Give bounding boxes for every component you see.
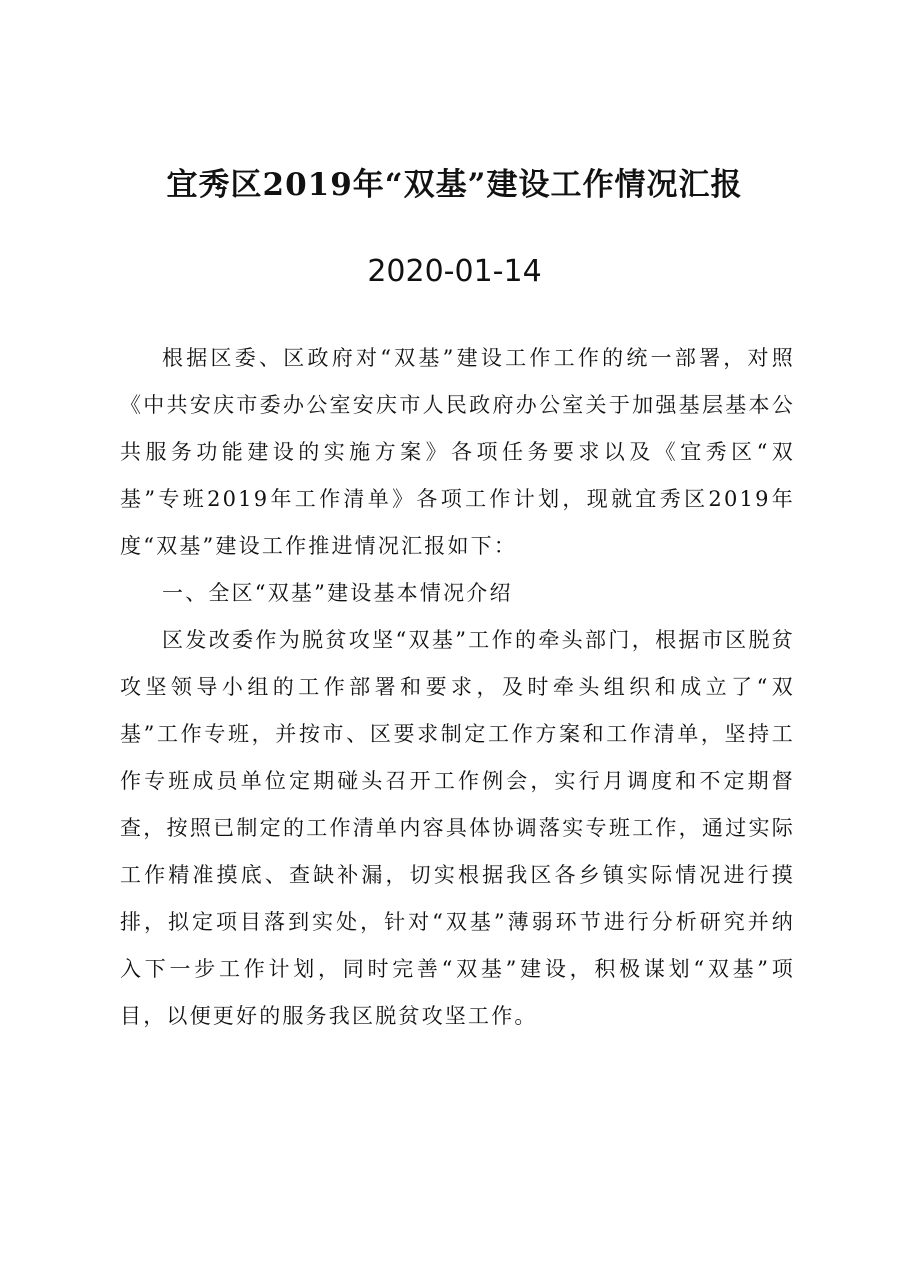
section-paragraph: 区发改委作为脱贫攻坚“双基”工作的牵头部门，根据市区脱贫攻坚领导小组的工作部署和要求，及时牵头组织和成立了“双基”工作专班，并按市、区要求制定工作方案和工作清单，坚持工作专班成员单位定期碰头召开工作例会，实行月调度和不定期督查，按照已制定的工作清单内容具体协调落实专班工作，通过实际工作精准摸底、查缺补漏，切实根据我区各乡镇实际情况进行摸排，拟定项目落到实处，针对“双基”薄弱环节进行分析研究并纳入下一步工作计划，同时完善“双基”建设，积极谋划“双基”项目，以便更好的服务我区脱贫攻坚工作。 bbox=[120, 628, 795, 1028]
section-heading: 一、全区“双基”建设基本情况介绍 bbox=[162, 581, 513, 605]
document-date: 2020-01-14 bbox=[367, 254, 542, 289]
document-title: 宜秀区2019年“双基”建设工作情况汇报 bbox=[166, 167, 743, 203]
document-body bbox=[120, 335, 795, 1040]
intro-paragraph: 根据区委、区政府对“双基”建设工作工作的统一部署，对照《中共安庆市委办公室安庆市人民政府办公室关于加强基层基本公共服务功能建设的实施方案》各项任务要求以及《宜秀区“双基”专班2019年工作清单》各项工作计划，现就宜秀区2019年度“双基”建设工作推进情况汇报如下： bbox=[120, 346, 795, 558]
